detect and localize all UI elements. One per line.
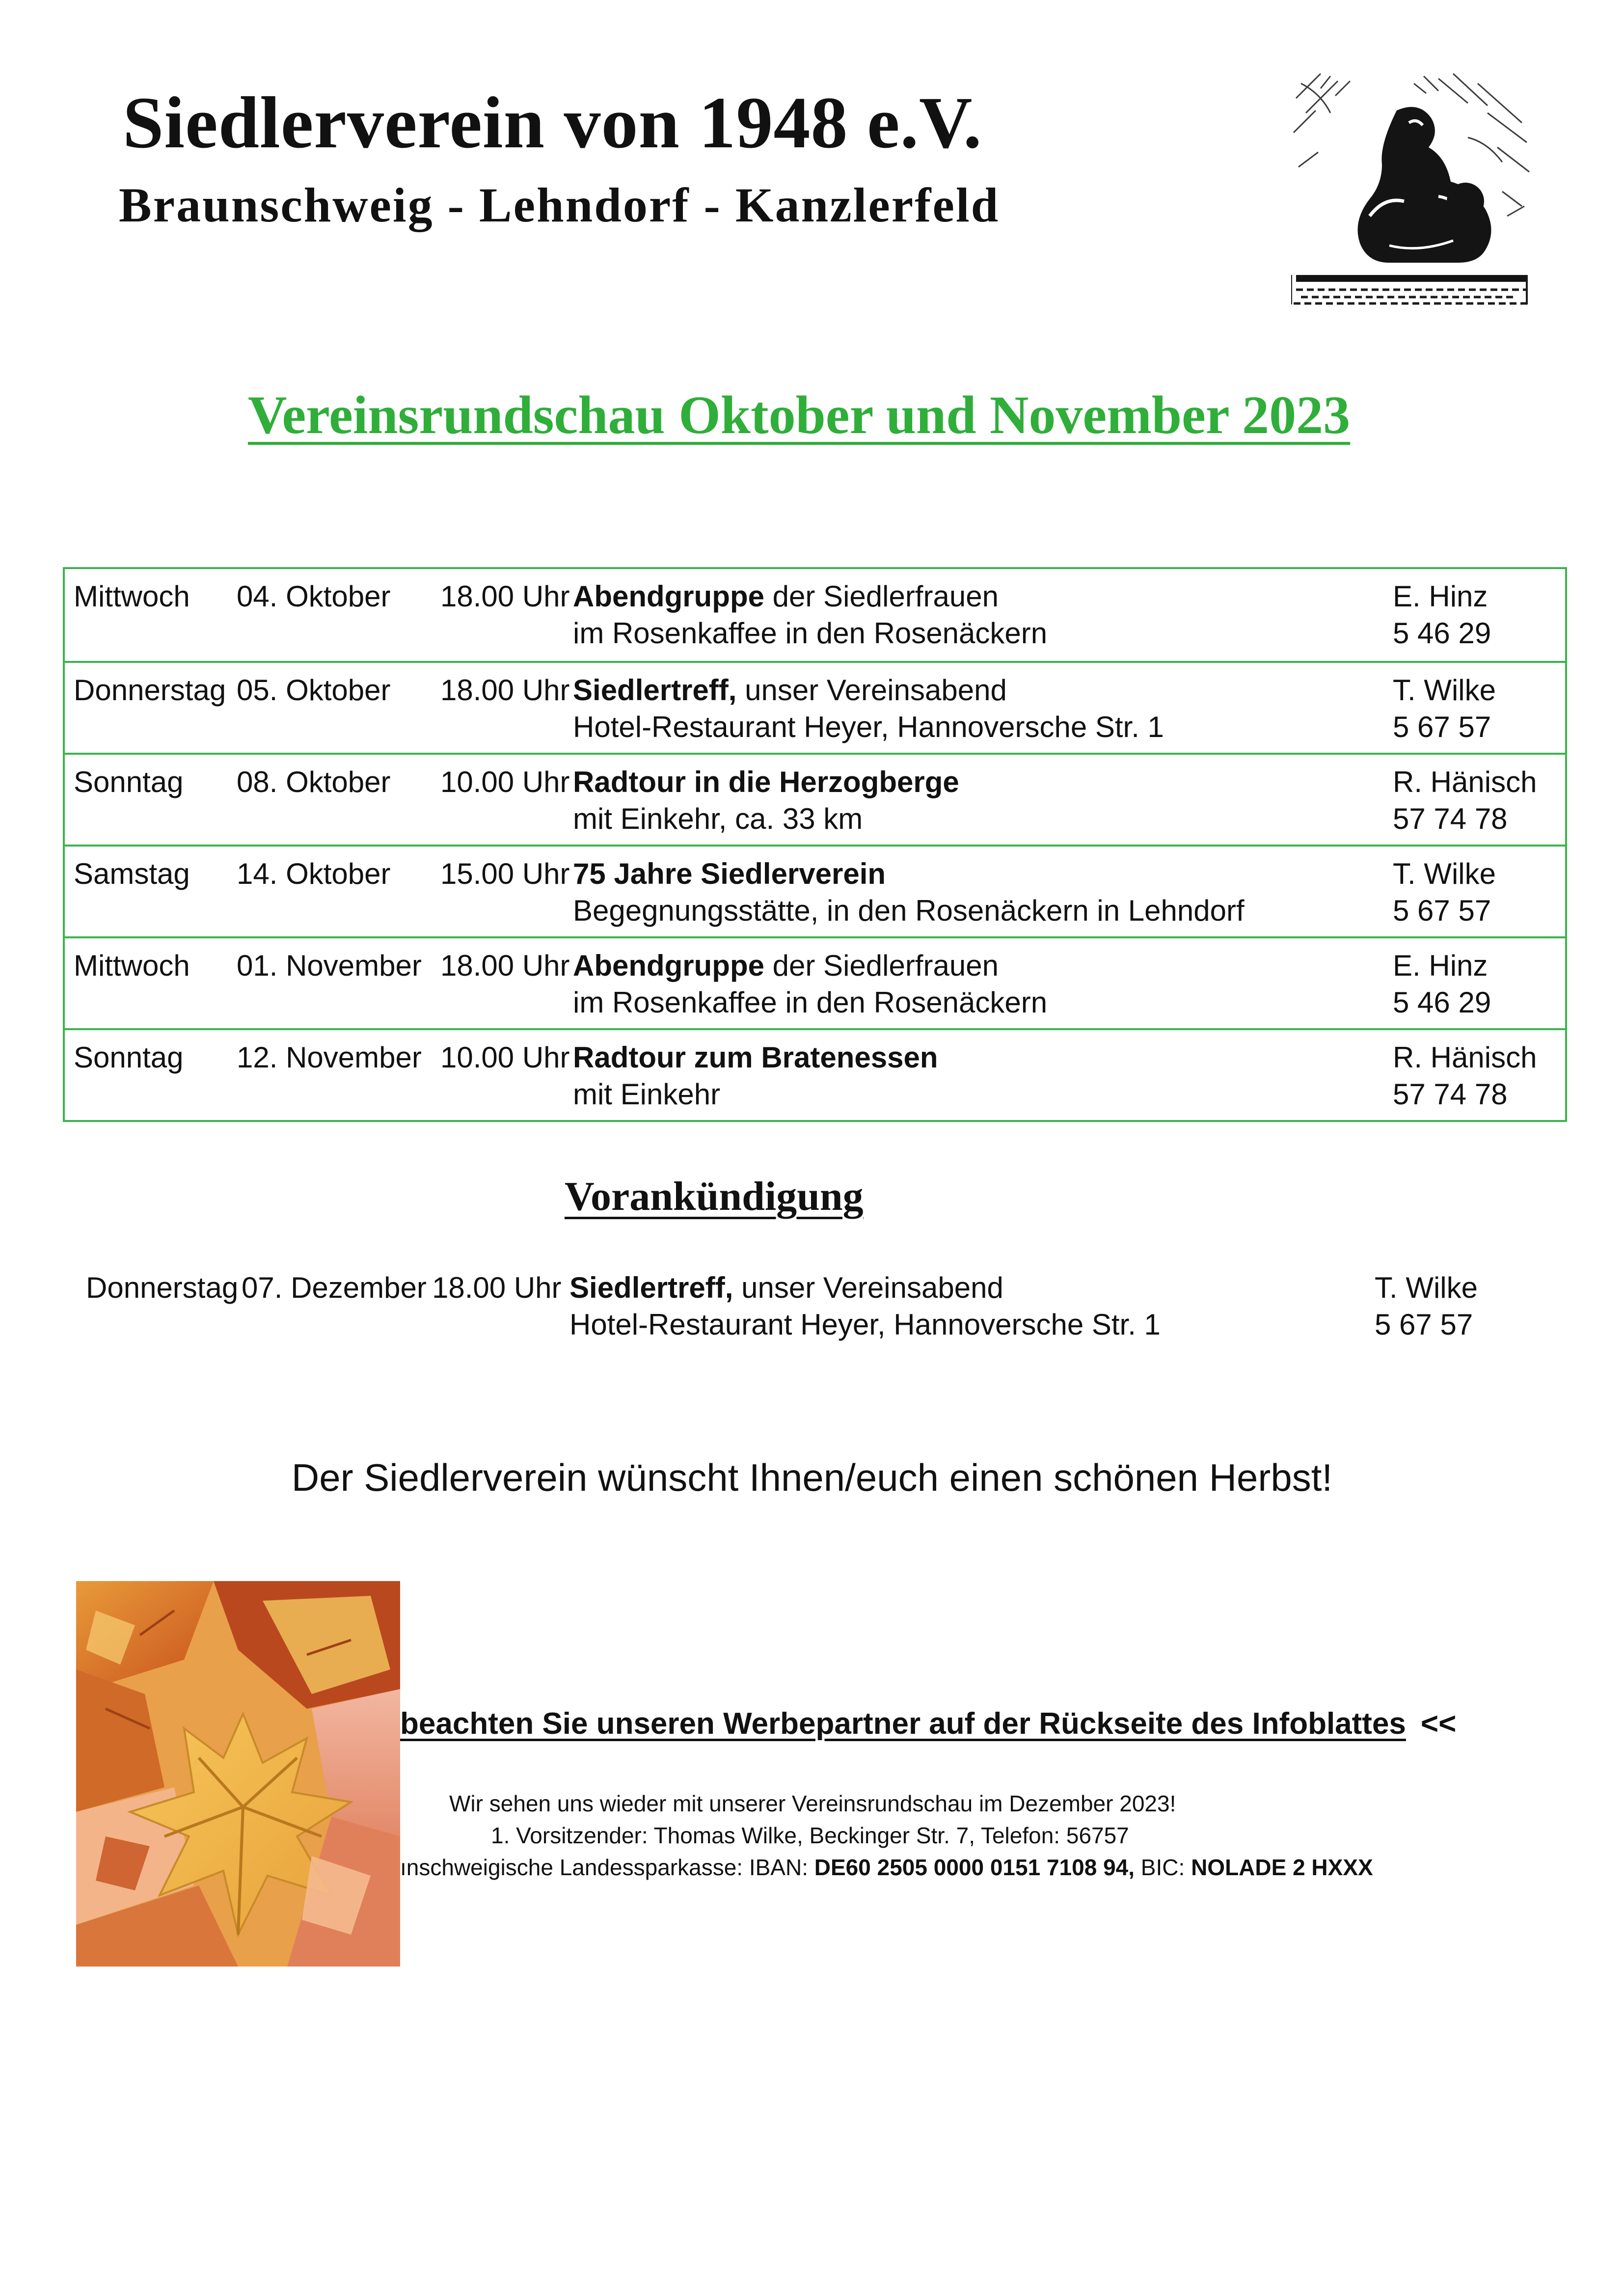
table-row bbox=[65, 1028, 1565, 1120]
event-title: 75 Jahre Siedlerverein bbox=[573, 857, 886, 890]
event-time: 10.00 Uhr bbox=[440, 1041, 570, 1074]
event-time: 18.00 Uhr bbox=[440, 674, 570, 707]
event-date: 05. Oktober bbox=[237, 674, 391, 707]
partner-notice-text: beachten Sie unseren Werbepartner auf der Rückseite des Infoblattes bbox=[400, 1707, 1406, 1741]
event-date: 12. November bbox=[237, 1041, 422, 1074]
event-day: Mittwoch bbox=[74, 580, 190, 613]
contact-phone: 57 74 78 bbox=[1393, 1078, 1508, 1111]
bic: NOLADE 2 HXXX bbox=[1191, 1856, 1373, 1880]
contact-name: R. Hänisch bbox=[1393, 1041, 1537, 1074]
event-contact bbox=[1375, 1269, 1478, 1343]
event-description bbox=[573, 578, 1047, 652]
event-location: Begegnungsstätte, in den Rosenäckern in Lehndorf bbox=[573, 894, 1245, 927]
contact-name: R. Hänisch bbox=[1393, 765, 1537, 798]
event-date: 04. Oktober bbox=[237, 580, 391, 613]
contact-name: E. Hinz bbox=[1393, 580, 1488, 613]
event-contact bbox=[1393, 855, 1496, 929]
contact-name: T. Wilke bbox=[1375, 1271, 1478, 1304]
greeting-text: Der Siedlerverein wünscht Ihnen/euch einen schönen Herbst! bbox=[291, 1456, 1333, 1499]
event-location: im Rosenkaffee in den Rosenäckern bbox=[573, 617, 1048, 650]
event-description bbox=[573, 764, 959, 837]
event-day: Sonntag bbox=[74, 1041, 184, 1074]
announcement-row bbox=[0, 1269, 1624, 1353]
contact-phone: 5 67 57 bbox=[1375, 1308, 1473, 1341]
event-date: 01. November bbox=[237, 949, 422, 982]
event-time: 10.00 Uhr bbox=[440, 765, 570, 798]
event-title-rest: der Siedlerfrauen bbox=[764, 949, 999, 982]
bank-prefix: ınschweigische Landessparkasse: IBAN: bbox=[400, 1856, 814, 1880]
event-contact bbox=[1393, 1039, 1537, 1113]
event-time: 18.00 Uhr bbox=[440, 949, 570, 982]
table-row bbox=[65, 661, 1565, 753]
event-time: 15.00 Uhr bbox=[440, 857, 570, 890]
organization-name: Siedlerverein von 1948 e.V. bbox=[123, 82, 982, 164]
event-day: Donnerstag bbox=[86, 1271, 239, 1304]
contact-phone: 57 74 78 bbox=[1393, 802, 1508, 835]
event-title: Siedlertreff, bbox=[569, 1271, 733, 1304]
contact-phone: 5 46 29 bbox=[1393, 617, 1491, 650]
bic-label: BIC: bbox=[1135, 1856, 1191, 1880]
event-location: Hotel-Restaurant Heyer, Hannoversche Str. 1 bbox=[573, 711, 1164, 743]
event-location: Hotel-Restaurant Heyer, Hannoversche Str. 1 bbox=[569, 1308, 1161, 1341]
event-description bbox=[573, 672, 1164, 745]
event-location: mit Einkehr bbox=[573, 1078, 721, 1111]
event-day: Donnerstag bbox=[74, 674, 226, 707]
contact-name: T. Wilke bbox=[1393, 857, 1496, 890]
event-description bbox=[573, 1039, 938, 1113]
table-row bbox=[65, 753, 1565, 845]
newsletter-title: Vereinsrundschau Oktober und November 2023 bbox=[248, 385, 1351, 445]
partner-arrow: << bbox=[1420, 1707, 1457, 1741]
event-table bbox=[63, 567, 1567, 1122]
event-day: Samstag bbox=[74, 857, 190, 890]
event-date: 14. Oktober bbox=[237, 857, 391, 890]
event-title-rest: unser Vereinsabend bbox=[733, 1271, 1003, 1304]
event-day: Sonntag bbox=[74, 765, 184, 798]
sculpture-logo-icon bbox=[1291, 69, 1532, 309]
chairman-line: 1. Vorsitzender: Thomas Wilke, Beckinger Str. 7, Telefon: 56757 bbox=[491, 1823, 1129, 1848]
event-title: Siedlertreff, bbox=[573, 674, 737, 707]
event-day: Mittwoch bbox=[74, 949, 190, 982]
event-title-rest: der Siedlerfrauen bbox=[764, 580, 999, 613]
iban: DE60 2505 0000 0151 7108 94, bbox=[814, 1856, 1135, 1880]
event-title-rest: unser Vereinsabend bbox=[736, 674, 1007, 707]
event-location: mit Einkehr, ca. 33 km bbox=[573, 802, 863, 835]
event-description bbox=[573, 855, 1245, 929]
contact-phone: 5 67 57 bbox=[1393, 894, 1491, 927]
contact-phone: 5 46 29 bbox=[1393, 986, 1491, 1019]
event-description bbox=[569, 1269, 1161, 1343]
event-title: Abendgruppe bbox=[573, 949, 764, 982]
event-description bbox=[573, 947, 1047, 1021]
organization-location: Braunschweig - Lehndorf - Kanzlerfeld bbox=[119, 178, 1000, 232]
event-contact bbox=[1393, 672, 1496, 745]
autumn-greeting bbox=[0, 1458, 1624, 1497]
event-title: Radtour zum Bratenessen bbox=[573, 1041, 938, 1074]
contact-name: T. Wilke bbox=[1393, 674, 1496, 707]
see-you-line: Wir sehen uns wieder mit unserer Vereinsrundschau im Dezember 2023! bbox=[449, 1791, 1176, 1816]
table-row bbox=[65, 845, 1565, 936]
event-title: Abendgruppe bbox=[573, 580, 764, 613]
event-date: 07. Dezember bbox=[242, 1271, 427, 1304]
event-date: 08. Oktober bbox=[237, 765, 391, 798]
table-row bbox=[65, 569, 1565, 661]
event-contact bbox=[1393, 764, 1537, 837]
event-title: Radtour in die Herzogberge bbox=[573, 765, 959, 798]
event-time: 18.00 Uhr bbox=[432, 1271, 562, 1304]
footer bbox=[0, 1709, 1624, 1915]
partner-notice bbox=[400, 1709, 1456, 1739]
event-time: 18.00 Uhr bbox=[440, 580, 570, 613]
table-row bbox=[65, 936, 1565, 1028]
event-location: im Rosenkaffee in den Rosenäckern bbox=[573, 986, 1048, 1019]
contact-name: E. Hinz bbox=[1393, 949, 1488, 982]
contact-phone: 5 67 57 bbox=[1393, 711, 1491, 743]
event-contact bbox=[1393, 578, 1491, 652]
event-contact bbox=[1393, 947, 1491, 1021]
announcement-heading: Vorankündigung bbox=[565, 1174, 864, 1219]
